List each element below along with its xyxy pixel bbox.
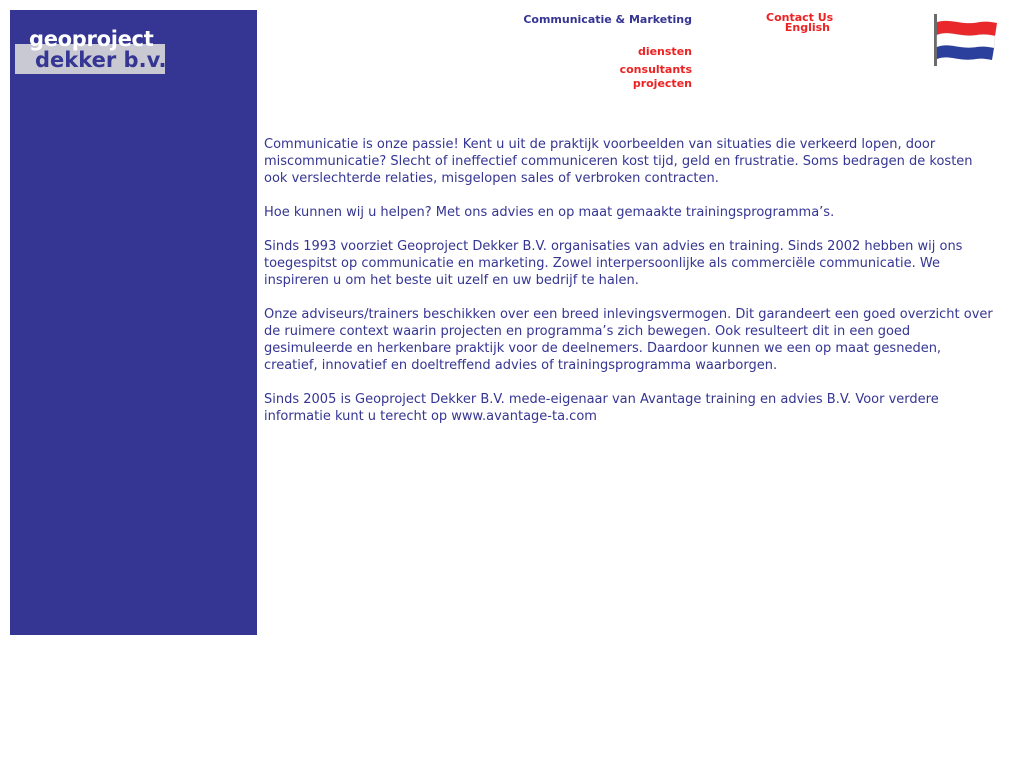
logo-line2: dekker b.v. xyxy=(35,48,167,72)
paragraph-5: Sinds 2005 is Geoproject Dekker B.V. mede-eigenaar van Avantage training en advies B.V. Voor verdere informatie kunt u terecht op www.avantage-ta.com xyxy=(264,392,939,424)
nav-links xyxy=(620,45,692,91)
paragraph-3: Sinds 1993 voorziet Geoproject Dekker B.V. organisaties van advies en training. Sinds 2002 hebben wij ons toegespitst op communicatie en marketing. Zowel interpersoonlijke als commerciële communicatie. We inspireren u om het beste uit uzelf en uw bedrijf te halen. xyxy=(264,239,963,288)
nav-link-consultants[interactable]: consultants xyxy=(619,63,692,76)
english-link[interactable]: English xyxy=(784,21,830,34)
top-links xyxy=(766,11,834,34)
nav-title: Communicatie & Marketing xyxy=(523,13,692,26)
paragraph-4: Onze adviseurs/trainers beschikken over een breed inlevingsvermogen. Dit garandeert een goed overzicht over de ruimere context waarin projecten en programma’s zich bewegen. Ook resulteert dit in een goed gesimuleerde en herkenbare praktijk voor de deelnemers. Daardoor kunnen we een op maat gesneden, creatief, innovatief en doeltreffend advies of trainingsprogramma waarborgen. xyxy=(264,307,993,373)
main-content xyxy=(264,136,994,442)
logo[interactable] xyxy=(15,29,165,74)
paragraph-1: Communicatie is onze passie! Kent u uit de praktijk voorbeelden van situaties die verkeerd lopen, door miscommunicatie? Slecht of ineffectief communiceren kost tijd, geld en frustratie. Soms bedragen de kosten ook verslechterde relaties, misgelopen sales of verbroken contracten. xyxy=(264,137,973,186)
paragraph-2: Hoe kunnen wij u helpen? Met ons advies en op maat gemaakte trainingsprogramma’s. xyxy=(264,205,835,220)
nav-link-diensten[interactable]: diensten xyxy=(637,45,692,58)
nav-link-projecten[interactable]: projecten xyxy=(632,77,692,90)
logo-line1: geoproject xyxy=(29,27,154,51)
sidebar xyxy=(10,10,257,635)
flag-pole xyxy=(934,14,937,66)
contact-us-link[interactable]: Contact Us xyxy=(766,11,834,24)
dutch-flag-icon[interactable] xyxy=(932,14,1000,68)
